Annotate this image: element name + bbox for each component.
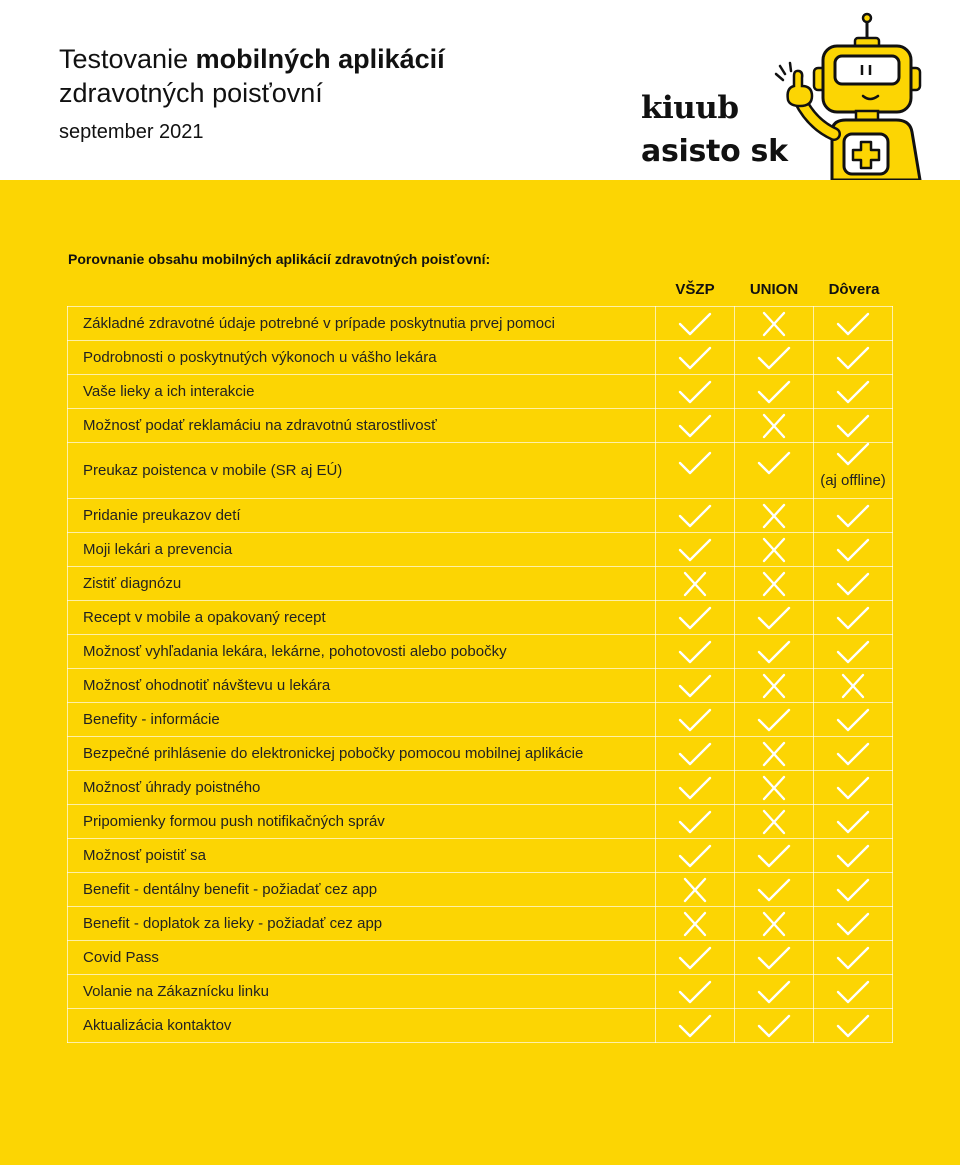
check-icon — [757, 609, 791, 626]
table-row — [68, 907, 893, 941]
cell-union — [735, 341, 814, 375]
check-icon — [836, 881, 870, 898]
cell-vszp — [656, 499, 735, 533]
column-header-union: UNION — [749, 281, 799, 298]
check-icon — [678, 383, 712, 400]
cell-dovera — [814, 1009, 893, 1043]
title-line2: zdravotných poisťovní — [59, 78, 323, 108]
cross-icon — [678, 915, 712, 932]
cell-dovera — [814, 341, 893, 375]
cross-icon — [836, 677, 870, 694]
cross-icon — [678, 575, 712, 592]
cross-icon — [757, 779, 791, 796]
cross-icon — [757, 417, 791, 434]
check-icon — [836, 643, 870, 660]
brand-kiuub: kiuub — [641, 90, 739, 126]
check-icon — [836, 745, 870, 762]
feature-label: Benefit - dentálny benefit - požiadať cez app — [68, 873, 656, 907]
check-icon — [836, 1017, 870, 1034]
cell-vszp — [656, 307, 735, 341]
check-icon — [836, 507, 870, 524]
check-icon — [678, 949, 712, 966]
table-row — [68, 839, 893, 873]
cell-dovera — [814, 375, 893, 409]
check-icon — [757, 847, 791, 864]
column-header-dovera: Dôvera — [828, 281, 880, 298]
cell-dovera — [814, 307, 893, 341]
check-icon — [836, 915, 870, 932]
cell-dovera — [814, 975, 893, 1009]
check-icon — [678, 813, 712, 830]
cell-union — [735, 533, 814, 567]
feature-label: Podrobnosti o poskytnutých výkonoch u vášho lekára — [68, 341, 656, 375]
check-icon — [836, 983, 870, 1000]
check-icon — [836, 349, 870, 366]
robot-mascot-icon — [770, 8, 930, 180]
comparison-table — [67, 306, 893, 1043]
check-icon — [836, 453, 870, 470]
cell-union — [735, 601, 814, 635]
cell-dovera — [814, 839, 893, 873]
feature-label: Covid Pass — [68, 941, 656, 975]
page-title — [59, 42, 445, 110]
check-icon — [757, 983, 791, 1000]
table-row — [68, 941, 893, 975]
cell-union — [735, 873, 814, 907]
cell-dovera — [814, 669, 893, 703]
check-icon — [836, 383, 870, 400]
feature-label: Volanie na Zákaznícku linku — [68, 975, 656, 1009]
check-icon — [678, 462, 712, 479]
check-icon — [757, 462, 791, 479]
cell-vszp — [656, 975, 735, 1009]
cell-dovera — [814, 771, 893, 805]
cell-dovera — [814, 941, 893, 975]
check-icon — [836, 541, 870, 558]
feature-label: Zistiť diagnózu — [68, 567, 656, 601]
check-icon — [678, 643, 712, 660]
cell-dovera — [814, 533, 893, 567]
cell-dovera — [814, 601, 893, 635]
table-row — [68, 375, 893, 409]
cell-note: (aj offline) — [820, 471, 886, 489]
table-row — [68, 341, 893, 375]
feature-label: Možnosť podať reklamáciu na zdravotnú starostlivosť — [68, 409, 656, 443]
cell-dovera — [814, 635, 893, 669]
table-row — [68, 975, 893, 1009]
cell-union — [735, 839, 814, 873]
table-row — [68, 737, 893, 771]
cell-vszp — [656, 341, 735, 375]
table-row — [68, 1009, 893, 1043]
feature-label: Benefity - informácie — [68, 703, 656, 737]
cell-union — [735, 737, 814, 771]
cell-vszp — [656, 771, 735, 805]
check-icon — [757, 881, 791, 898]
check-icon — [678, 315, 712, 332]
feature-label: Bezpečné prihlásenie do elektronickej pobočky pomocou mobilnej aplikácie — [68, 737, 656, 771]
check-icon — [678, 417, 712, 434]
check-icon — [757, 949, 791, 966]
cell-vszp — [656, 533, 735, 567]
feature-label: Možnosť poistiť sa — [68, 839, 656, 873]
cell-vszp — [656, 635, 735, 669]
cell-union — [735, 1009, 814, 1043]
check-icon — [836, 609, 870, 626]
table-row — [68, 669, 893, 703]
cell-vszp — [656, 737, 735, 771]
cell-vszp — [656, 941, 735, 975]
check-icon — [678, 349, 712, 366]
cell-dovera — [814, 805, 893, 839]
report-date: september 2021 — [59, 121, 204, 143]
cell-union — [735, 941, 814, 975]
check-icon — [757, 349, 791, 366]
cell-union — [735, 771, 814, 805]
feature-label: Základné zdravotné údaje potrebné v prípade poskytnutia prvej pomoci — [68, 307, 656, 341]
cell-union — [735, 443, 814, 499]
cell-dovera — [814, 443, 893, 499]
table-row — [68, 567, 893, 601]
check-icon — [678, 541, 712, 558]
cell-vszp — [656, 409, 735, 443]
feature-label: Pridanie preukazov detí — [68, 499, 656, 533]
cell-vszp — [656, 567, 735, 601]
table-row — [68, 703, 893, 737]
check-icon — [757, 711, 791, 728]
title-prefix: Testovanie — [59, 44, 196, 74]
cross-icon — [757, 315, 791, 332]
cross-icon — [678, 881, 712, 898]
cell-dovera — [814, 703, 893, 737]
check-icon — [678, 745, 712, 762]
cell-union — [735, 499, 814, 533]
check-icon — [678, 507, 712, 524]
check-icon — [836, 779, 870, 796]
check-icon — [757, 383, 791, 400]
cell-vszp — [656, 805, 735, 839]
table-row — [68, 805, 893, 839]
check-icon — [678, 983, 712, 1000]
cell-union — [735, 635, 814, 669]
title-bold: mobilných aplikácií — [195, 44, 445, 74]
check-icon — [757, 1017, 791, 1034]
feature-label: Benefit - doplatok za lieky - požiadať cez app — [68, 907, 656, 941]
cross-icon — [757, 677, 791, 694]
check-icon — [757, 643, 791, 660]
feature-label: Preukaz poistenca v mobile (SR aj EÚ) — [68, 443, 656, 499]
brand-asisto: asisto sk — [641, 134, 788, 169]
cell-union — [735, 307, 814, 341]
cross-icon — [757, 507, 791, 524]
cell-union — [735, 975, 814, 1009]
cell-dovera — [814, 873, 893, 907]
cross-icon — [757, 813, 791, 830]
feature-label: Možnosť úhrady poistného — [68, 771, 656, 805]
check-icon — [678, 609, 712, 626]
cell-vszp — [656, 907, 735, 941]
table-row — [68, 533, 893, 567]
feature-label: Možnosť ohodnotiť návštevu u lekára — [68, 669, 656, 703]
check-icon — [678, 847, 712, 864]
cell-dovera — [814, 567, 893, 601]
header-band — [0, 0, 960, 180]
cell-vszp — [656, 873, 735, 907]
cross-icon — [757, 745, 791, 762]
check-icon — [836, 949, 870, 966]
cell-vszp — [656, 703, 735, 737]
feature-label: Vaše lieky a ich interakcie — [68, 375, 656, 409]
cell-union — [735, 907, 814, 941]
table-row — [68, 771, 893, 805]
check-icon — [678, 1017, 712, 1034]
cell-union — [735, 805, 814, 839]
cell-vszp — [656, 839, 735, 873]
feature-label: Pripomienky formou push notifikačných správ — [68, 805, 656, 839]
cell-vszp — [656, 669, 735, 703]
cell-dovera — [814, 409, 893, 443]
check-icon — [678, 677, 712, 694]
cell-vszp — [656, 443, 735, 499]
check-icon — [836, 847, 870, 864]
section-heading: Porovnanie obsahu mobilných aplikácií zdravotných poisťovní: — [68, 251, 491, 267]
column-header-vszp: VŠZP — [675, 281, 715, 298]
table-row — [68, 873, 893, 907]
table-row — [68, 499, 893, 533]
cross-icon — [757, 575, 791, 592]
cell-dovera — [814, 499, 893, 533]
cross-icon — [757, 541, 791, 558]
check-icon — [678, 779, 712, 796]
feature-label: Moji lekári a prevencia — [68, 533, 656, 567]
cell-dovera — [814, 907, 893, 941]
cell-union — [735, 669, 814, 703]
feature-label: Recept v mobile a opakovaný recept — [68, 601, 656, 635]
cell-union — [735, 703, 814, 737]
cell-union — [735, 567, 814, 601]
check-icon — [836, 575, 870, 592]
feature-label: Možnosť vyhľadania lekára, lekárne, pohotovosti alebo pobočky — [68, 635, 656, 669]
table-row — [68, 409, 893, 443]
cell-vszp — [656, 375, 735, 409]
cell-union — [735, 375, 814, 409]
table-row — [68, 601, 893, 635]
check-icon — [836, 417, 870, 434]
cell-union — [735, 409, 814, 443]
check-icon — [836, 813, 870, 830]
cell-vszp — [656, 601, 735, 635]
check-icon — [836, 315, 870, 332]
table-row — [68, 635, 893, 669]
feature-label: Aktualizácia kontaktov — [68, 1009, 656, 1043]
cell-vszp — [656, 1009, 735, 1043]
table-row — [68, 443, 893, 499]
cell-dovera — [814, 737, 893, 771]
table-row — [68, 307, 893, 341]
check-icon — [836, 711, 870, 728]
cross-icon — [757, 915, 791, 932]
check-icon — [678, 711, 712, 728]
